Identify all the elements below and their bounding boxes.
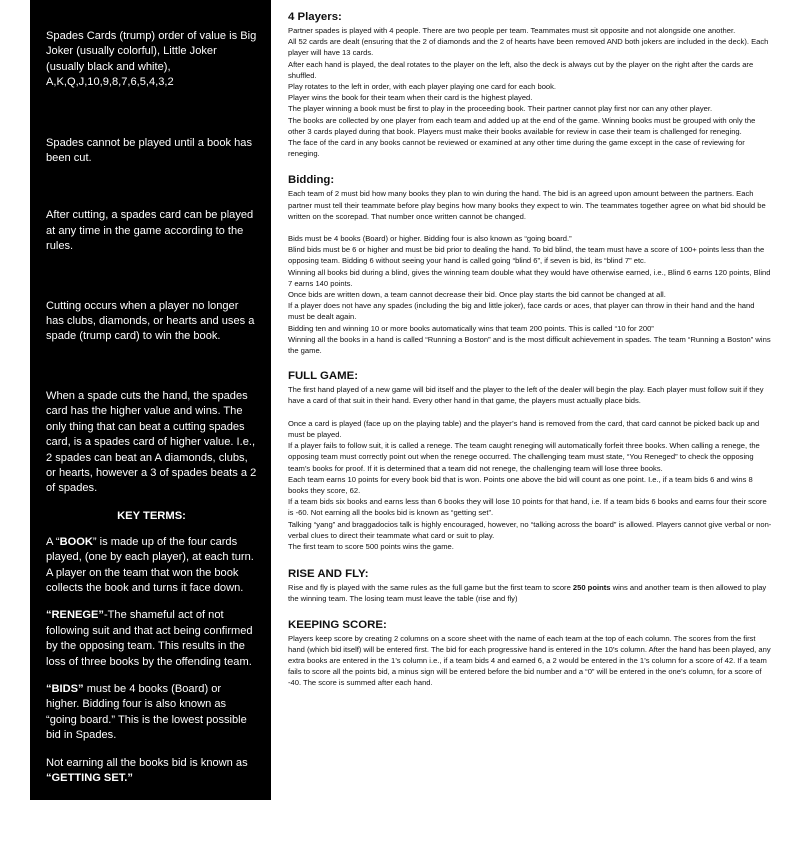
rule-line: Partner spades is played with 4 people. There are two people per team. Teammates must sit opposite and not alongside one another.	[288, 26, 736, 35]
sidebar-panel	[30, 0, 271, 858]
bidding-heading: Bidding:	[288, 174, 335, 187]
term-renege: “RENEGE”-The shameful act of not following suit and that act being confirmed by the opposing team. This results in the loss of three books by the offending team.	[46, 609, 253, 668]
after-cutting-text: After cutting, a spades card can be played at any time in the game according to the rules.	[46, 209, 254, 253]
rule-line: Player wins the book for their team when their card is the highest played.	[288, 93, 533, 103]
rule-line: Winning all books bid during a blind, gives the winning team double what they would have otherwise earned, i.e., Blind 6 earns 120 points, Blind 7 earns 140 points.	[288, 267, 771, 288]
rule-line: Talking “yang” and braggadocios talk is highly encouraged, however, no “talking across the board” is allowed. Players cannot give verbal or non-verbal clues to direct their teammate what card or suit to play.	[288, 519, 772, 540]
rule-line: Once bids are written down, a team cannot decrease their bid. Once play starts the bid cannot be changed at all.	[288, 290, 666, 300]
rule-line: Each team earns 10 points for every book bid that is won. Points one above the bid will count as one point. I.e., if a team bids 6 and wins 8 books they score, 62.	[288, 474, 753, 495]
rules-main-content	[288, 10, 772, 800]
full-game-heading: FULL GAME:	[288, 370, 359, 383]
rule-line: After each hand is played, the deal rotates to the player on the left, also the deck is always cut by the player on the right after the cards are shuffled.	[288, 59, 754, 80]
keeping-score-heading: KEEPING SCORE:	[288, 618, 387, 631]
rule-line: If a player fails to follow suit, it is called a renege. The team caught reneging will automatically forfeit three books. When calling a renege, the opposing team must correctly point out when the renege occurred. The challenging team must state, “You Reneged” to check the opposing team’s books for proof. If it is determined that a team did not renege, the challenging team will lose three books.	[288, 441, 760, 473]
key-terms-heading: KEY TERMS:	[117, 509, 186, 522]
spade-cuts-text: When a spade cuts the hand, the spades card has the higher value and wins. The only thing that can beat a cutting spades card, is a spades card of higher value. I.e., 2 spades can beat an A diamonds, clubs, or hearts, however a 3 of spades beats a 2 of spades.	[46, 389, 257, 495]
rise-and-fly-heading: RISE AND FLY:	[288, 568, 369, 581]
bidding-section	[288, 188, 772, 356]
term-book: A “BOOK” is made up of the four cards played, (one by each player), at each turn. A player on the team that won the book collects the book and turns it face down.	[46, 535, 254, 594]
rule-line: If a team bids six books and earns less than 6 books they will lose 10 points for that hand, i.e. If a team bids 6 books and earns four their score is -60. Not earning all the books bid is known as “getting set”.	[288, 497, 767, 518]
rule-line: All 52 cards are dealt (ensuring that the 2 of diamonds and the 2 of hearts have been removed AND both jokers are included in the deck). Each player will have 13 cards.	[288, 37, 769, 58]
term-getting-set: Not earning all the books bid is known as “GETTING SET.”	[46, 756, 248, 784]
rule-line: The player winning a book must be first to play in the proceeding book. Their partner cannot play first nor can any other player.	[288, 104, 713, 114]
rule-line: Each team of 2 must bid how many books they plan to win during the hand. The bid is an agreed upon amount between the partners. Each partner must tell their teammate before play begins how many books they expect to win. The teammates together agree on what bid should be written on the scorepad. That number once written cannot be changed.	[288, 189, 766, 221]
rule-line: If a player does not have any spades (including the big and little joker), face cards or aces, that player can throw in their hand and the hand must be dealt again.	[288, 301, 755, 322]
players-heading: 4 Players:	[288, 11, 342, 23]
keeping-score-text: Players keep score by creating 2 columns on a score sheet with the name of each team at the top of each column. The scores from the first hand (which bid itself) will be entered first. The bid for each progressive hand is entered in the 10’s column. After the hand has been played, any extra books are entered in the 1’s column i.e., if a team bids 4 and earned 6, a 2 would be entered in the 1’s column for a score of 42. If a team fails to score all the points bid, a minus sign will be entered before the bid number and a “0” will be entered in the one’s column, for a score of -40. The score is summed after each hand.	[288, 633, 771, 688]
rise-and-fly-text: Rise and fly is played with the same rules as the full game but the first team to score 250 points wins and another team is then allowed to play the winning team. The losing team must leave the table (rise and fly)	[288, 583, 767, 604]
rule-line: Bidding ten and winning 10 or more books automatically wins that team 200 points. This is called “10 for 200”	[288, 323, 654, 333]
spades-cut-rule-text: Spades cannot be played until a book has been cut.	[46, 136, 253, 165]
rule-line: The first team to score 500 points wins the game.	[288, 541, 454, 551]
rule-line: Once a card is played (face up on the playing table) and the player’s hand is removed from the card, that card cannot be picked back up and must be played.	[288, 418, 760, 439]
rule-line: Play rotates to the left in order, with each player playing one card for each book.	[288, 82, 557, 92]
players-section	[288, 25, 772, 159]
rule-line: The face of the card in any books cannot be reviewed or examined at any other time during the game except in the case of reviewing for reneging.	[288, 138, 745, 159]
cutting-definition-text: Cutting occurs when a player no longer has clubs, diamonds, or hearts and uses a spade (trump card) to win the book.	[46, 299, 255, 343]
full-game-section	[288, 384, 772, 552]
rule-line: The books are collected by one player from each team and added up at the end of the game. Winning books must be grouped with only the other 3 cards played during that book. Players must make their books available for review in case their team is challenged for reneging.	[288, 115, 756, 136]
term-talking-across-board: “TALKING ACROSS THE BOARD”- Is the illegal act of telling, implying, signaling, or inferring to your partner what card to play next, what card was played during	[46, 799, 256, 858]
spades-order-text: Spades Cards (trump) order of value is Big Joker (usually colorful), Little Joker (usually black and white), A,K,Q,J,10,9,8,7,6,5,4,3,2	[46, 30, 257, 89]
rule-line: Winning all the books in a hand is called “Running a Boston” and is the most difficult achievement in spades. The team “Running a Boston” wins the game.	[288, 334, 771, 356]
term-bids: “BIDS” must be 4 books (Board) or higher. Bidding four is also known as “going board.” This is the lowest possible bid in Spades.	[46, 682, 247, 742]
rule-line: Blind bids must be 6 or higher and must be bid prior to dealing the hand. To bid blind, the team must have a score of 100+ points less than the opposing team. Bidding 6 without seeing your hand is called going “blind 6”, if seven is bid, its “blind 7” etc.	[288, 245, 765, 266]
rule-line: The first hand played of a new game will bid itself and the player to the left of the dealer will begin the play. Each player must follow suit if they have a card of that suit in their hand. Every other hand in that game, the players must actually place bids.	[288, 385, 764, 406]
rule-line: Bids must be 4 books (Board) or higher. Bidding four is also known as “going board.”	[288, 234, 572, 244]
